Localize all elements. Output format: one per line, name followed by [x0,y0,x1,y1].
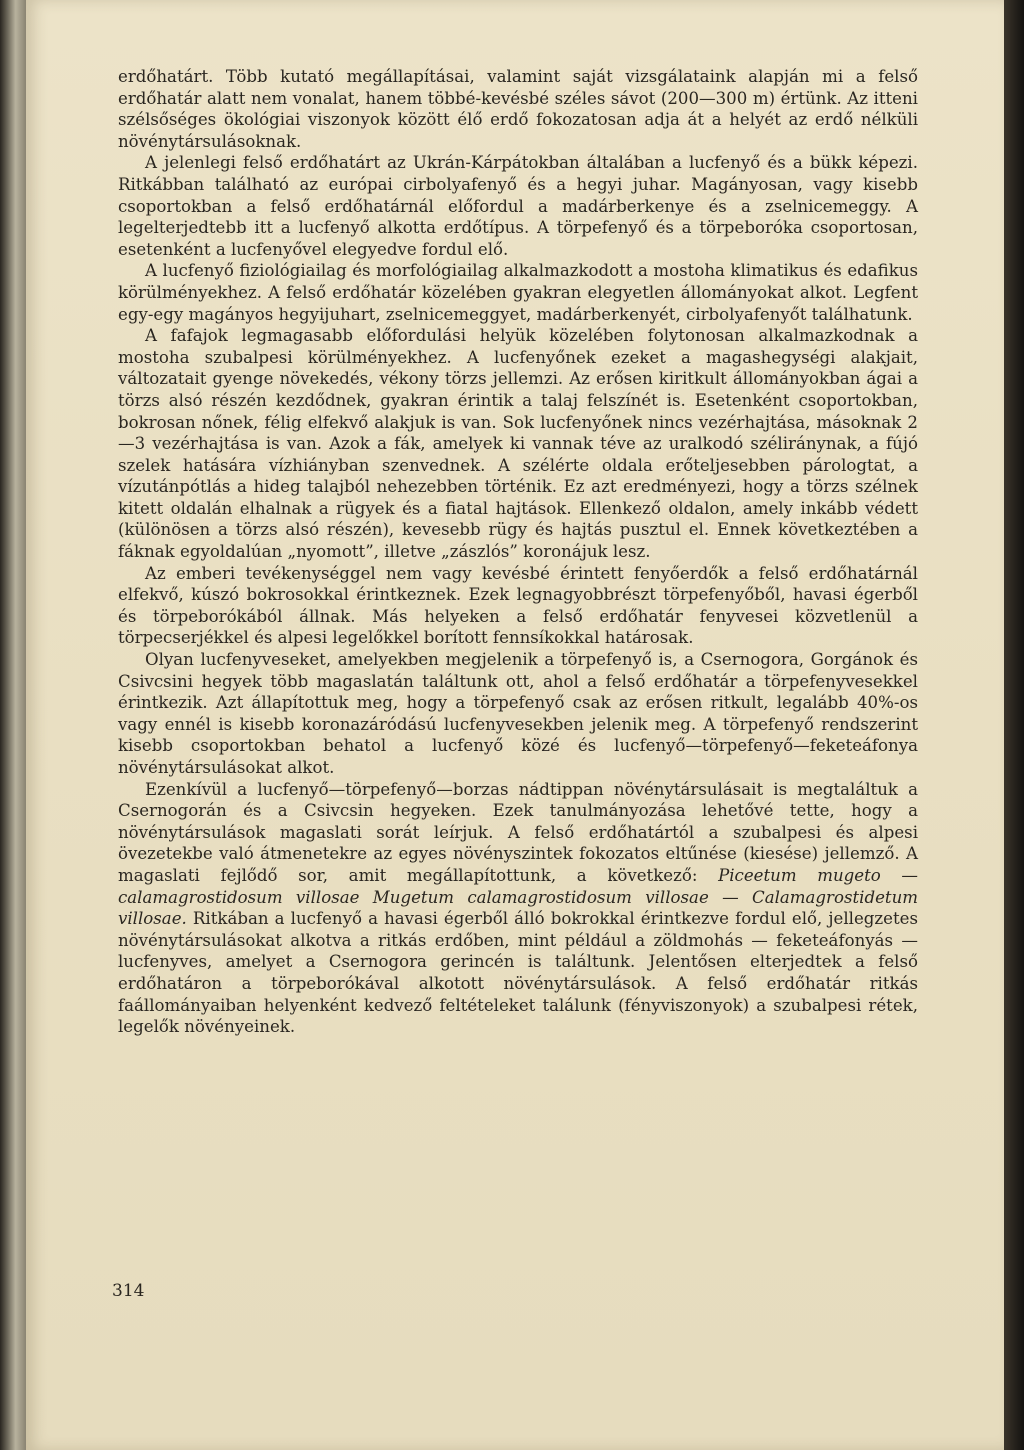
page-sheet [26,0,1004,1450]
paragraph-7 [118,779,918,1038]
paragraph-7-text-after: Ritkában a lucfenyő a havasi égerből álló bokrokkal érintkezve fordul elő, jellegzetes növénytársulásokat alkotva a ritkás erdőben, mint például a zöldmohás — feketeáfonyás — lucfenyves, amelyet a Csernogora gerincén is találtunk. Jelentősen elterjedtek a felső erdőhatáron a törpeborókával alkotott növénytársulások. A felső erdőhatár ritkás faállományaiban helyenként kedvező feltételeket találunk (fényviszonyok) a szubalpesi rétek, legelők növényeinek. [118,909,918,1037]
body-text [118,66,918,1038]
paragraph-5: Az emberi tevékenységgel nem vagy kevésbé érintett fenyőerdők a felső erdőhatárnál elfekvő, kúszó bokrosokkal érintkeznek. Ezek legnagyobbrészt törpefenyőből, havasi égerből és törpeborókából állnak. Más helyeken a felső erdőhatár fenyvesei közvetlenül a törpecserjékkel és alpesi legelőkkel borított fennsíkokkal határosak. [118,563,918,648]
page-number: 314 [112,1281,145,1301]
species-sequence: Piceetum mugeto — calamagrostidosum villosae Mugetum calamagrostidosum villosae — Calamagrostidetum villosae. [118,865,918,929]
page-edge-shadow [1004,0,1024,1450]
paragraph-1: erdőhatárt. Több kutató megállapításai, valamint saját vizsgálataink alapján mi a felső erdőhatár alatt nem vonalat, hanem többé-kevésbé széles sávot (200—300 m) értünk. Az itteni szélsőséges ökológiai viszonyok között élő erdő fokozatosan adja át a helyét az erdő nélküli növénytársulásoknak. [118,67,918,151]
paragraph-7-text-before: Ezenkívül a lucfenyő—törpefenyő—borzas nádtippan növénytársulásait is megtaláltuk a Csernogorán és a Csivcsin hegyeken. Ezek tanulmányozása lehetővé tette, hogy a növénytársulások magaslati sorát leírjuk. A felső erdőhatártól a szubalpesi és alpesi övezetekbe való átmenetekre az egyes növényszintek fokozatos eltűnése (kiesése) jellemző. A magaslati fejlődő sor, amit megállapítottunk, a következő: [118,779,918,885]
paragraph-6: Olyan lucfenyveseket, amelyekben megjelenik a törpefenyő is, a Csernogora, Gorgánok és Csivcsini hegyek több magaslatán találtunk ott, ahol a felső erdőhatár a törpefenyvesekkel érintkezik. Azt állapítottuk meg, hogy a törpefenyő csak az erősen ritkult, legalább 40%-os vagy ennél is kisebb koronazáródású lucfenyvesekben jelenik meg. A törpefenyő rendszerint kisebb csoportokban behatol a lucfenyő közé és lucfenyő—törpefenyő—feketeáfonya növénytársulásokat alkot. [118,650,918,777]
paragraph-3: A lucfenyő fiziológiailag és morfológiailag alkalmazkodott a mostoha klimatikus és edafikus körülményekhez. A felső erdőhatár közelében gyakran elegyetlen állományokat alkot. Legfent egy-egy magányos hegyijuhart, zselnicemeggyet, madárberkenyét, cirbolyafenyőt találhatunk. [118,261,918,324]
paragraph-2: A jelenlegi felső erdőhatárt az Ukrán-Kárpátokban általában a lucfenyő és a bükk képezi. Ritkábban található az európai cirbolyafenyő és a hegyi juhar. Magányosan, vagy kisebb csoportokban a felső erdőhatárnál előfordul a madárberkenye és a zselnicemeggy. A legelterjedtebb itt a lucfenyő alkotta erdőtípus. A törpefenyő és a törpeboróka csoportosan, esetenként a lucfenyővel elegyedve fordul elő. [118,153,918,259]
paragraph-4: A fafajok legmagasabb előfordulási helyük közelében folytonosan alkalmazkodnak a mostoha szubalpesi körülményekhez. A lucfenyőnek ezeket a magashegységi alakjait, változatait gyenge növekedés, vékony törzs jellemzi. Az erősen kiritkult állományokban ágai a törzs alsó részén kezdődnek, gyakran érintik a talaj felszínét is. Esetenként csoportokban, bokrosan nőnek, félig elfekvő alakjuk is van. Sok lucfenyőnek nincs vezérhajtása, másoknak 2—3 vezérhajtása is van. Azok a fák, amelyek ki vannak téve az uralkodó széliránynak, a fújó szelek hatására vízhiányban szenvednek. A szélérte oldala erőteljesebben párologtat, a vízutánpótlás a hideg talajból nehezebben történik. Ez azt eredményezi, hogy a törzs szélnek kitett oldalán elhalnak a rügyek és a fiatal hajtások. Ellenkező oldalon, amely inkább védett (különösen a törzs alsó részén), kevesebb rügy és hajtás pusztul el. Ennek következtében a fáknak egyoldalúan „nyomott”, illetve „zászlós” koronájuk lesz. [118,326,918,562]
book-binding [0,0,26,1450]
